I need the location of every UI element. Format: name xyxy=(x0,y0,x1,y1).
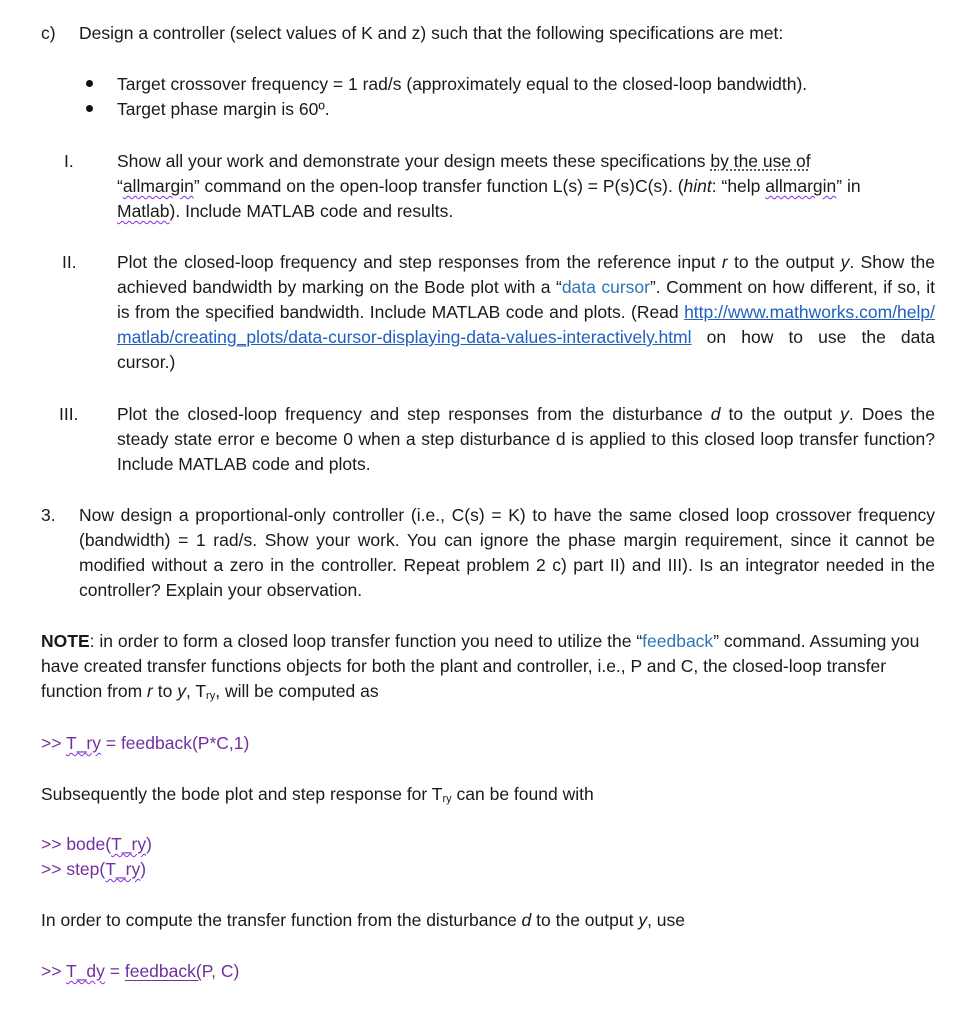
spec-phase-margin: Target phase margin is 60º. xyxy=(117,99,330,119)
item-III-text: Plot the closed-loop frequency and step responses from the disturbance d to the output y. Does the steady state error e become 0 when a step disturbance d is applied to this closed loop transfer function? Include MATLAB code and plots. xyxy=(117,404,935,474)
item-I-numeral: I. xyxy=(64,151,74,171)
problem-3-text: Now design a proportional-only controller (i.e., C(s) = K) to have the same closed loop crossover frequency (bandwidth) = 1 rad/s. Show your work. You can ignore the phase margin requirement, since it cannot be modified without a zero in the controller. Repeat problem 2 c) part II) and III). Is an integrator needed in the controller? Explain your observation. xyxy=(79,505,935,600)
mathworks-link[interactable]: http://www.mathworks.com/help/matlab/creating_plots/data-cursor-displaying-data-values-interactively.html xyxy=(117,302,935,347)
part-c-heading: Design a controller (select values of K and z) such that the following specifications are met: xyxy=(79,23,784,43)
spec-crossover: Target crossover frequency = 1 rad/s (approximately equal to the closed-loop bandwidth). xyxy=(117,74,808,94)
data-cursor-term: data cursor xyxy=(561,277,650,297)
item-II-text: Plot the closed-loop frequency and step responses from the reference input r to the output y. Show the achieved bandwidth by marking on the Bode plot with a “data cursor”. Comment on how different, if so, it is from the specified bandwidth. Include MATLAB code and plots. (Read http://www.mathworks.com/help/matlab/creating_plots/data-cursor-displaying-data-values-interactively.html on how to use the data cursor.) xyxy=(117,252,935,372)
bullet-icon xyxy=(86,80,93,87)
code-bode: >> bode(T_ry) xyxy=(41,834,152,854)
bullet-icon xyxy=(86,105,93,112)
allmargin-term: allmargin xyxy=(122,176,194,196)
item-I-text: Show all your work and demonstrate your design meets these specifications by the use of “allmargin” command on the open-loop transfer function L(s) = P(s)C(s). (hint: “help allmargin” in Matlab). Include MATLAB code and results. xyxy=(117,151,861,221)
code-feedback-ry: >> T_ry = feedback(P*C,1) xyxy=(41,733,250,753)
item-III-numeral: III. xyxy=(59,404,79,424)
code-feedback-dy: >> T_dy = feedback(P, C) xyxy=(41,961,240,981)
note-label: NOTE xyxy=(41,631,90,651)
code-step: >> step(T_ry) xyxy=(41,859,147,879)
part-c-label: c) xyxy=(41,23,56,43)
disturbance-text: In order to compute the transfer function from the disturbance d to the output y, use xyxy=(41,910,686,930)
item-II-numeral: II. xyxy=(62,252,77,272)
problem-3-number: 3. xyxy=(41,505,56,525)
subsequent-text: Subsequently the bode plot and step response for $T_{ry}$ can be found with xyxy=(41,784,594,805)
note-paragraph: NOTE: in order to form a closed loop transfer function you need to utilize the “feedback” command. Assuming you have created transfer functions objects for both the plant and controller, i.e., P and C, the closed-loop transfer function from r to y, $T_{ry}$, will be computed as xyxy=(41,631,920,702)
feedback-term: feedback xyxy=(642,631,714,651)
